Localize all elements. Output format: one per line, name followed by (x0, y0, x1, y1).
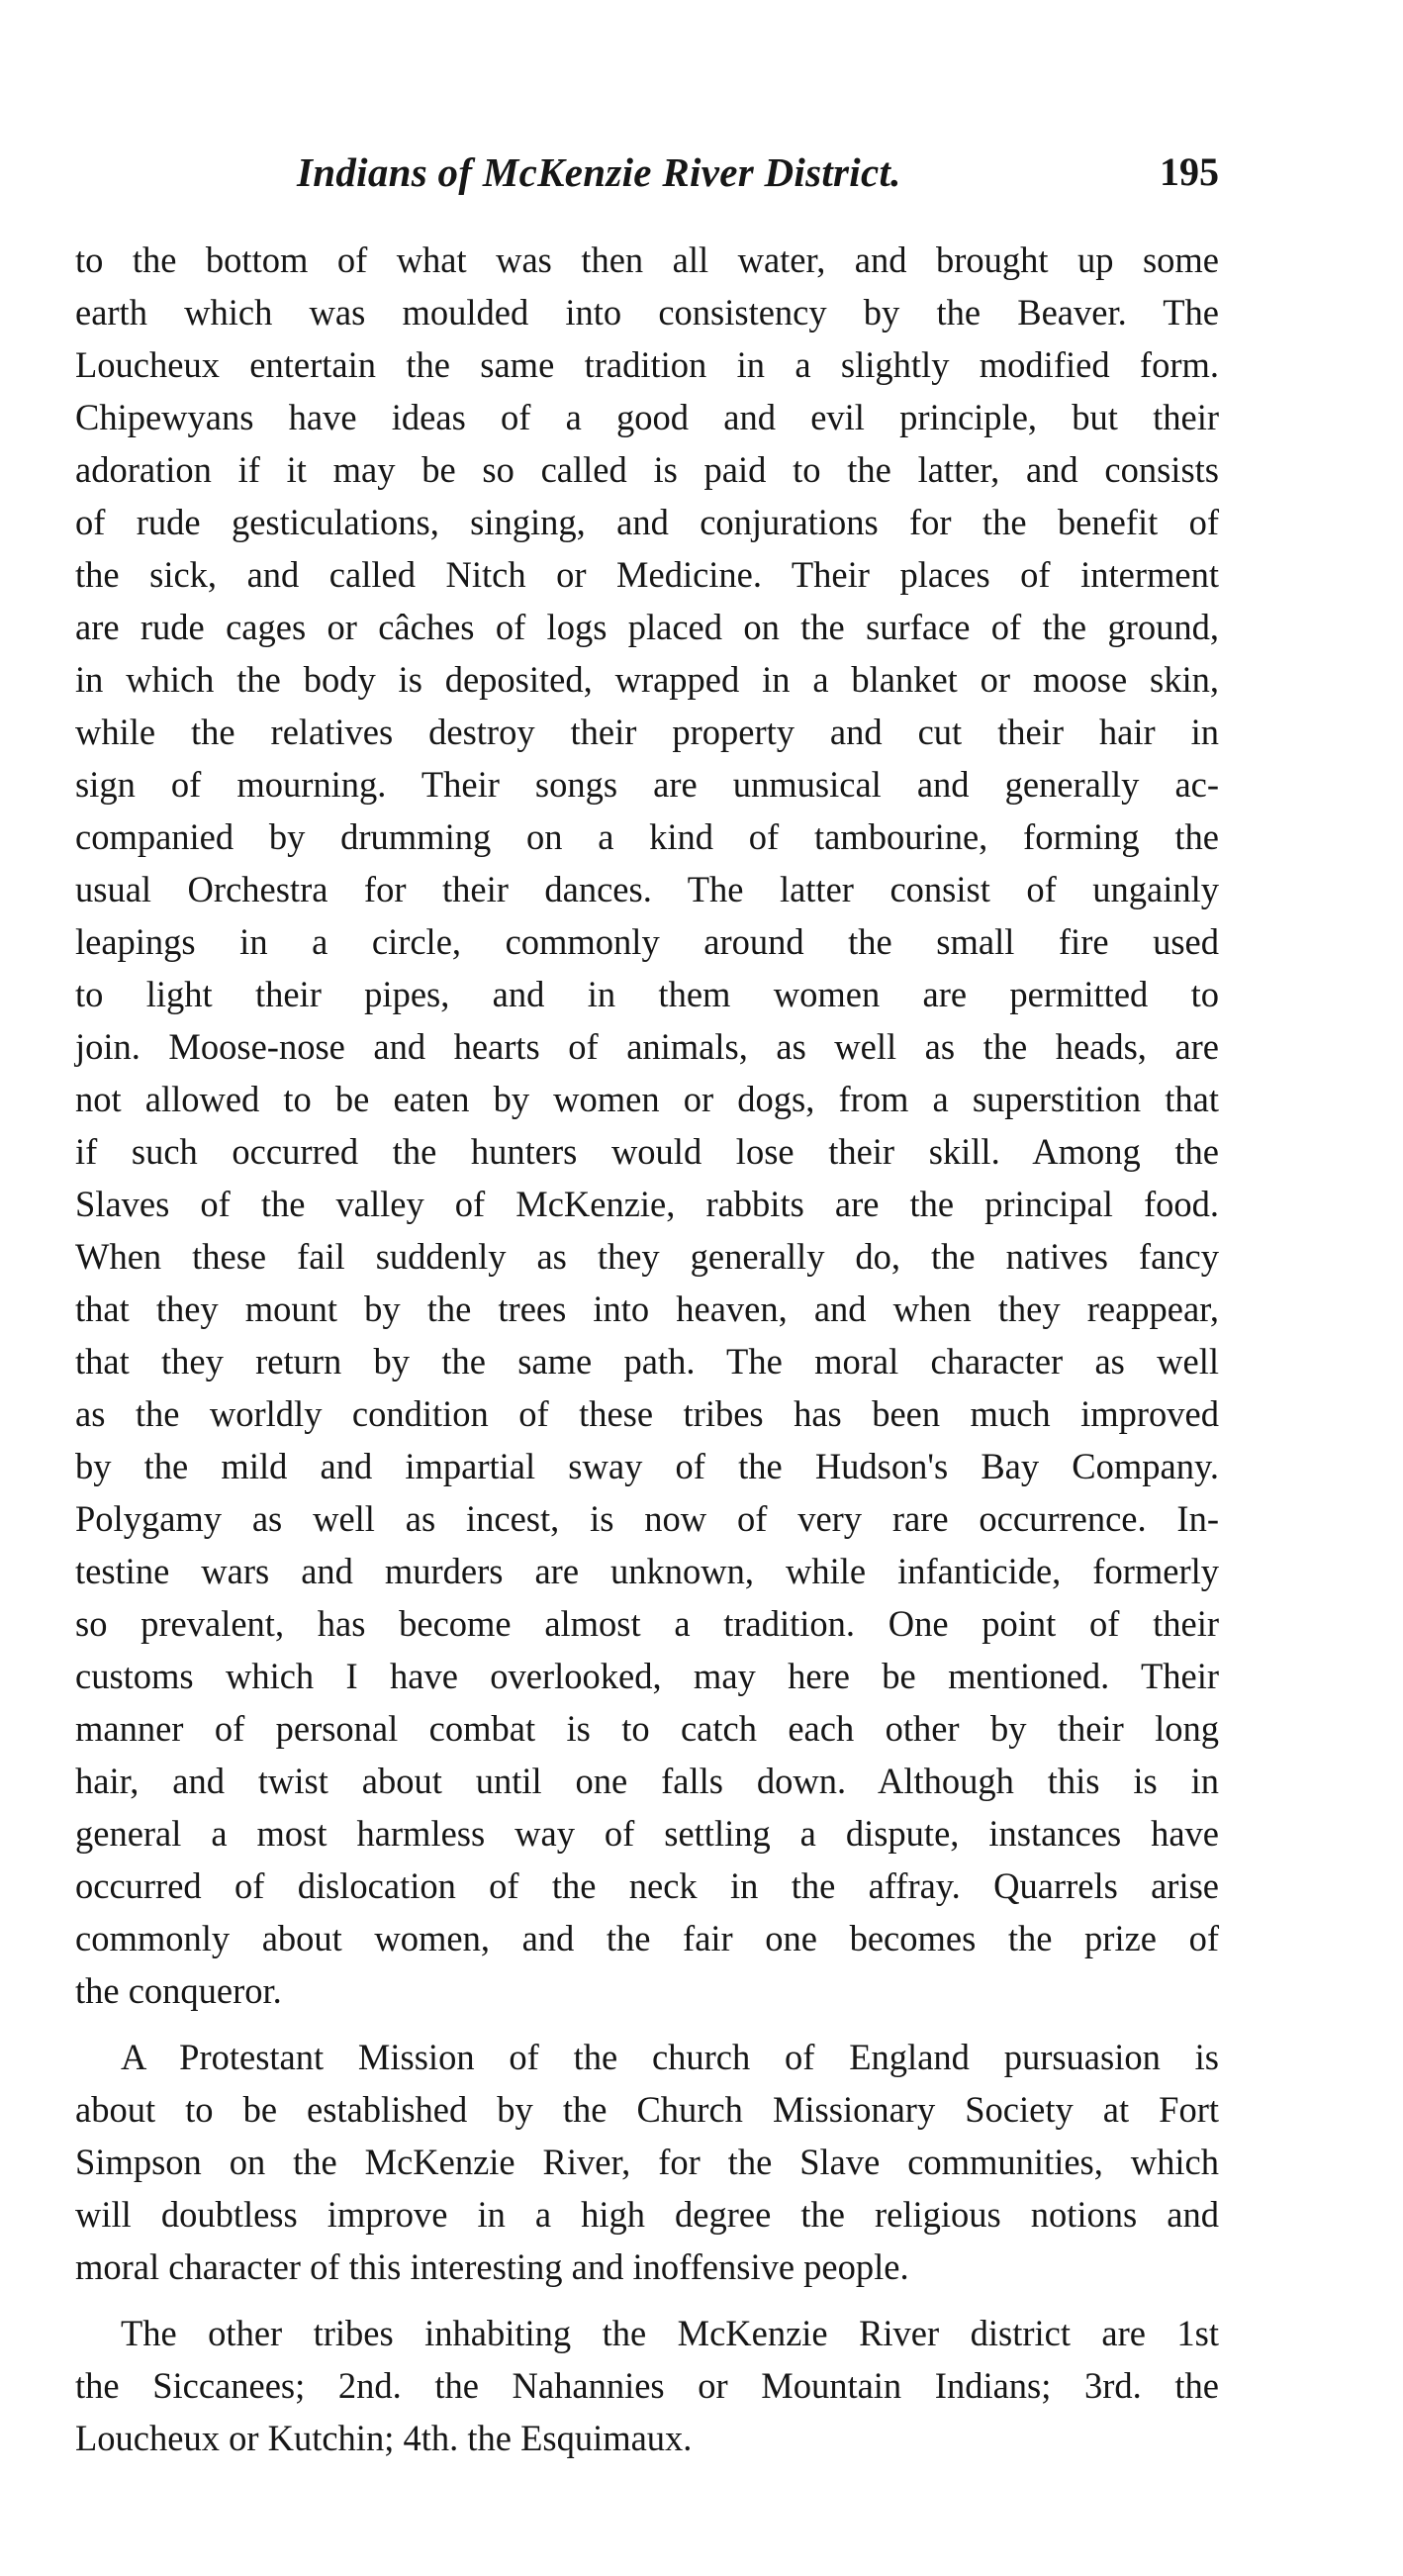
text-line: by the mild and impartial sway of the Hudson's Bay Company. (75, 1446, 1219, 1486)
text-line: Polygamy as well as incest, is now of very rare occurrence. In- (75, 1498, 1219, 1539)
text-line: as the worldly condition of these tribes has been much improved (75, 1393, 1219, 1434)
text-line: are rude cages or câches of logs placed on the surface of the ground, (75, 607, 1219, 647)
text-line: A Protestant Mission of the church of England pursuasion is (121, 2037, 1219, 2077)
text-line: companied by drumming on a kind of tambourine, forming the (75, 816, 1219, 857)
text-line: The other tribes inhabiting the McKenzie River district are 1st (121, 2313, 1219, 2353)
text-line: manner of personal combat is to catch each other by their long (75, 1708, 1219, 1749)
text-line: the Siccanees; 2nd. the Nahannies or Mountain Indians; 3rd. the (75, 2365, 1219, 2406)
text-line: Loucheux entertain the same tradition in a slightly modified form. (75, 344, 1219, 385)
text-line: join. Moose-nose and hearts of animals, as well as the heads, are (75, 1026, 1219, 1067)
text-line: will doubtless improve in a high degree the religious notions and (75, 2194, 1219, 2235)
text-line: if such occurred the hunters would lose their skill. Among the (75, 1131, 1219, 1172)
text-line: testine wars and murders are unknown, while infanticide, formerly (75, 1551, 1219, 1591)
text-line: usual Orchestra for their dances. The latter consist of ungainly (75, 869, 1219, 909)
paragraph (75, 234, 1219, 2017)
text-line: not allowed to be eaten by women or dogs, from a superstition that (75, 1079, 1219, 1119)
text-line: occurred of dislocation of the neck in the affray. Quarrels arise (75, 1865, 1219, 1906)
text-line: Loucheux or Kutchin; 4th. the Esquimaux. (75, 2418, 693, 2458)
text-line: Chipewyans have ideas of a good and evil principle, but their (75, 397, 1219, 437)
text-line: Simpson on the McKenzie River, for the Slave communities, which (75, 2142, 1219, 2182)
text-line: Slaves of the valley of McKenzie, rabbits are the principal food. (75, 1184, 1219, 1224)
text-line: to the bottom of what was then all water, and brought up some (75, 239, 1219, 280)
paragraph (75, 2307, 1219, 2464)
text-line: adoration if it may be so called is paid to the latter, and consists (75, 449, 1219, 490)
text-line: moral character of this interesting and inoffensive people. (75, 2246, 909, 2287)
paragraph (75, 2031, 1219, 2293)
text-line: of rude gesticulations, singing, and conjurations for the benefit of (75, 502, 1219, 542)
text-line: about to be established by the Church Missionary Society at Fort (75, 2089, 1219, 2130)
text-line: general a most harmless way of settling a dispute, instances have (75, 1813, 1219, 1854)
text-line: in which the body is deposited, wrapped in a blanket or moose skin, (75, 659, 1219, 700)
text-line: earth which was moulded into consistency by the Beaver. The (75, 292, 1219, 333)
text-line: commonly about women, and the fair one becomes the prize of (75, 1918, 1219, 1958)
text-line: to light their pipes, and in them women are permitted to (75, 974, 1219, 1014)
body-text (75, 234, 1219, 2464)
running-head (75, 148, 1219, 212)
text-line: hair, and twist about until one falls down. Although this is in (75, 1761, 1219, 1801)
text-line: the conqueror. (75, 1970, 282, 2011)
text-line: When these fail suddenly as they generally do, the natives fancy (75, 1236, 1219, 1277)
running-title: Indians of McKenzie River District. (297, 149, 901, 195)
text-line: customs which I have overlooked, may here be mentioned. Their (75, 1656, 1219, 1696)
text-line: that they return by the same path. The moral character as well (75, 1341, 1219, 1382)
book-page (75, 148, 1219, 2464)
text-line: that they mount by the trees into heaven, and when they reappear, (75, 1288, 1219, 1329)
text-line: leapings in a circle, commonly around the small fire used (75, 921, 1219, 962)
text-line: so prevalent, has become almost a tradition. One point of their (75, 1603, 1219, 1644)
text-line: sign of mourning. Their songs are unmusical and generally ac- (75, 764, 1219, 805)
page-number: 195 (1160, 149, 1219, 194)
text-line: the sick, and called Nitch or Medicine. Their places of interment (75, 554, 1219, 595)
text-line: while the relatives destroy their property and cut their hair in (75, 712, 1219, 752)
